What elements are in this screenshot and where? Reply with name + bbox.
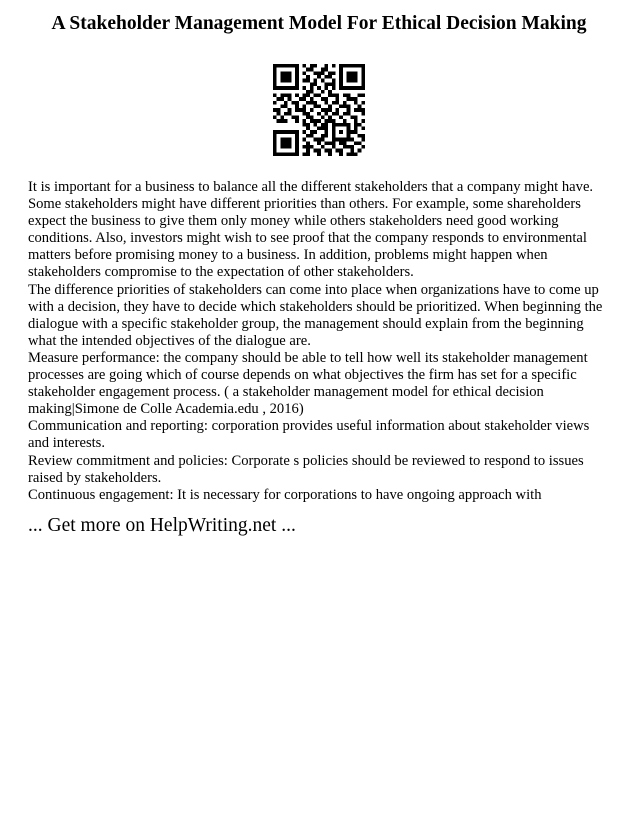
article-body [28,179,613,504]
paragraph: The difference priorities of stakeholders can come into place when organizations have to come up with a decision, they have to decide which stakeholders should be prioritized. When beginning the dialogue with a specific stakeholder group, the management should explain from the beginning what the intended objectives of the dialogue are. [28,281,603,349]
paragraph: Communication and reporting: corporation provides useful information about stakeholder views and interests. [28,418,590,452]
paragraph: It is important for a business to balance all the different stakeholders that a company might have. Some stakeholders might have different priorities than others. For example, some shareholders expect the business to give them only money while others stakeholders need good working conditions. Also, investors might wish to see proof that the company responds to environmental matters before promising money to a business. In addition, problems might happen when stakeholders compromise to the expectation of other stakeholders. [28,179,594,281]
page-title: A Stakeholder Management Model For Ethical Decision Making [51,13,587,34]
get-more-link[interactable]: ... Get more on HelpWriting.net ... [28,515,296,536]
qr-code-icon [273,64,365,156]
paragraph: Review commitment and policies: Corporate s policies should be reviewed to respond to issues raised by stakeholders. [28,452,584,486]
paragraph: Continuous engagement: It is necessary for corporations to have ongoing approach with [28,486,542,503]
paragraph: Measure performance: the company should be able to tell how well its stakeholder management processes are going which of course depends on what objectives the firm has set for a specific stakeholder engagement process. ( a stakeholder management model for ethical decision making|Simone de Colle Academia.edu , 2016) [28,349,588,418]
